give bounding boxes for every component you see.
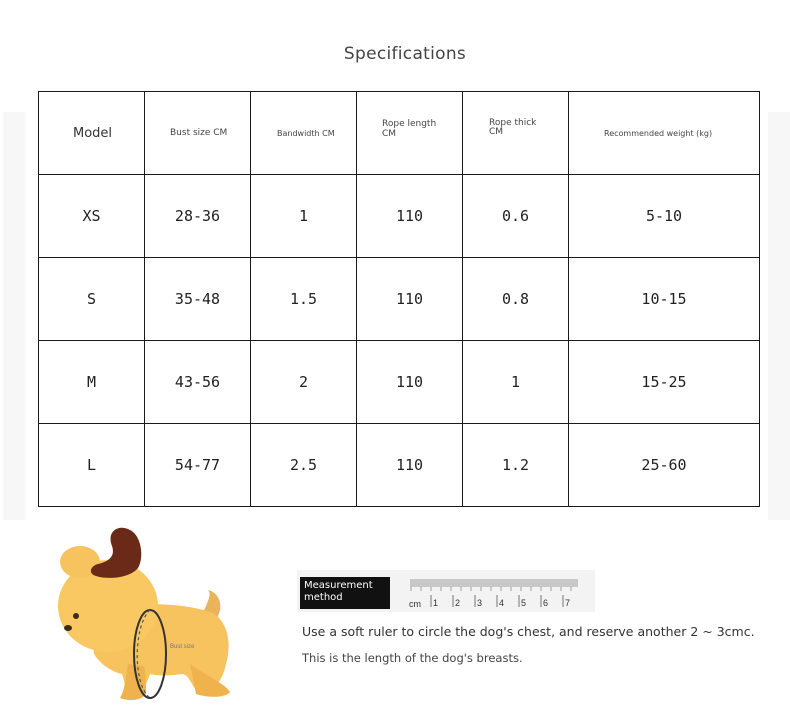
header-line: CM (382, 129, 397, 139)
bust-size-label: Bust size (170, 644, 195, 650)
cell-rope-length: 110 (357, 424, 463, 507)
cell-rope-thick: 1.2 (463, 424, 569, 507)
ruler-number: 1 (433, 598, 439, 608)
dog-illustration (50, 524, 240, 704)
header-line: Rope length (382, 119, 437, 129)
cell-rope-thick: 0.6 (463, 175, 569, 258)
cell-model: M (39, 341, 145, 424)
cell-bust-size: 54-77 (145, 424, 251, 507)
cell-bust-size: 28-36 (145, 175, 251, 258)
measurement-label-line1: Measurement (304, 580, 373, 591)
table-row (39, 424, 760, 507)
cell-recommended-weight: 10-15 (569, 258, 760, 341)
header-bust-size: Bust size CM (145, 92, 251, 175)
dog-eye (73, 613, 79, 619)
ruler-number: 7 (565, 598, 571, 608)
side-band-right (768, 112, 790, 520)
measurement-method-label (300, 577, 390, 609)
measurement-instruction: Use a soft ruler to circle the dog's chest, and reserve another 2 ~ 3cmc. (302, 624, 755, 639)
header-bandwidth: Bandwidth CM (251, 92, 357, 175)
dog-nose (64, 625, 72, 631)
measurement-note: This is the length of the dog's breasts. (302, 651, 523, 665)
table-row (39, 175, 760, 258)
cell-model: S (39, 258, 145, 341)
dog-hat (91, 528, 141, 578)
ruler-number: 3 (477, 598, 483, 608)
side-band-left (3, 112, 25, 520)
cell-model: L (39, 424, 145, 507)
header-rope-length (357, 92, 463, 175)
header-rope-thick (463, 92, 569, 175)
page-title: Specifications (343, 44, 467, 64)
specifications-table (38, 91, 760, 507)
cell-rope-length: 110 (357, 341, 463, 424)
cell-recommended-weight: 15-25 (569, 341, 760, 424)
header-rope-length-text (382, 119, 462, 139)
header-model: Model (39, 92, 145, 175)
ruler (405, 577, 583, 611)
cell-bust-size: 35-48 (145, 258, 251, 341)
ruler-ticks (411, 579, 577, 591)
cell-bandwidth: 1.5 (251, 258, 357, 341)
cell-model: XS (39, 175, 145, 258)
header-line: CM (489, 127, 504, 137)
cell-bust-size: 43-56 (145, 341, 251, 424)
cell-bandwidth: 2.5 (251, 424, 357, 507)
measurement-label-line2: method (304, 592, 343, 603)
cell-recommended-weight: 25-60 (569, 424, 760, 507)
cell-rope-length: 110 (357, 175, 463, 258)
cell-rope-thick: 0.8 (463, 258, 569, 341)
ruler-numbers (431, 595, 570, 608)
ruler-number: 5 (521, 598, 527, 608)
cell-bandwidth: 2 (251, 341, 357, 424)
table-header-row (39, 92, 760, 175)
header-line: Rope thick (489, 118, 537, 128)
cell-recommended-weight: 5-10 (569, 175, 760, 258)
ruler-number: 6 (543, 598, 549, 608)
table-row (39, 258, 760, 341)
ruler-unit: cm (409, 599, 421, 609)
header-recommended-weight: Recommended weight (kg) (569, 92, 760, 175)
header-rope-thick-text (489, 119, 568, 137)
cell-rope-length: 110 (357, 258, 463, 341)
ruler-number: 4 (499, 598, 505, 608)
ruler-number: 2 (455, 598, 461, 608)
table-row (39, 341, 760, 424)
cell-rope-thick: 1 (463, 341, 569, 424)
cell-bandwidth: 1 (251, 175, 357, 258)
